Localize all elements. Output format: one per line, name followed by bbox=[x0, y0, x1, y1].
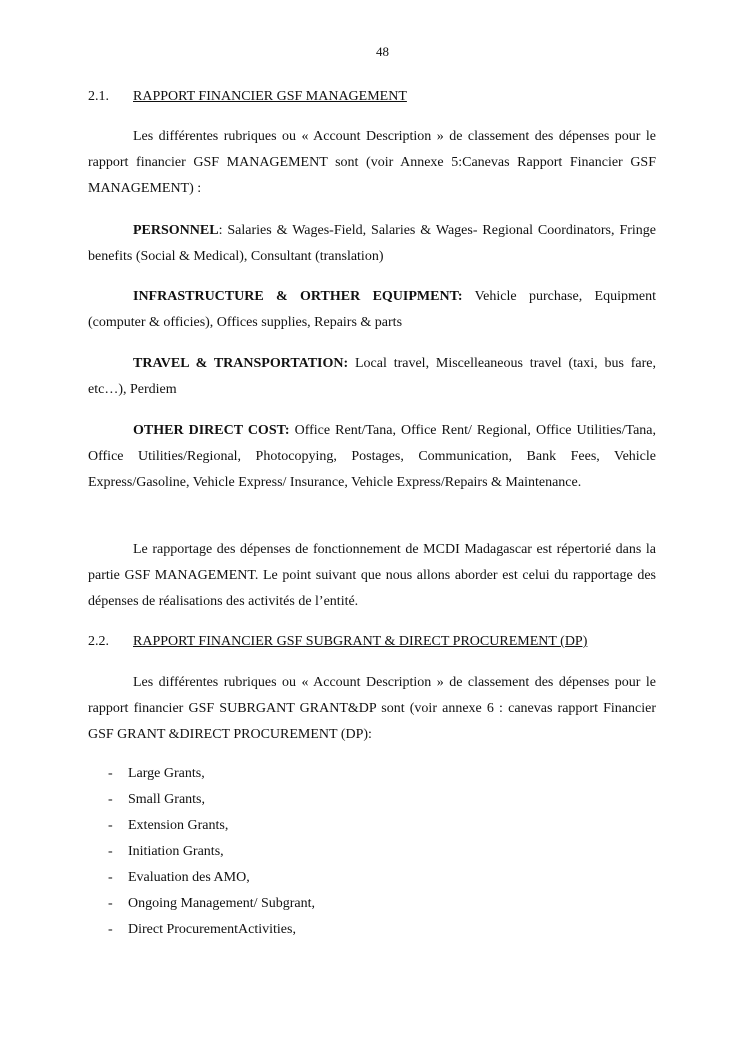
grant-list bbox=[88, 764, 315, 946]
list-item-text: Direct ProcurementActivities, bbox=[128, 922, 296, 937]
section-heading-2-2 bbox=[88, 634, 587, 650]
list-item bbox=[88, 920, 315, 946]
section-2-2-intro: Les différentes rubriques ou « Account Description » de classement des dépenses pour le rapport financier GSF SUBRGANT GRANT&DP sont (voir annexe 6 : canevas rapport Financier GSF GRANT &DIRECT PROCUREMENT (DP): bbox=[88, 675, 656, 742]
list-item bbox=[88, 816, 315, 842]
list-item bbox=[88, 764, 315, 790]
section-number: 2.1. bbox=[88, 89, 109, 104]
personnel-text: : Salaries & Wages-Field, Salaries & Wages- Regional Coordinators, Fringe benefits (Social & Medical), Consultant (translation) bbox=[88, 223, 656, 264]
section-number: 2.2. bbox=[88, 634, 109, 649]
other-direct-cost-text: Office Rent/Tana, Office Rent/ Regional, Office Utilities/Tana, Office Utilities/Regional, Photocopying, Postages, Communication, Bank Fees, Vehicle Express/Gasoline, Vehicle Express/ Insurance, Vehicle Express/Repairs & Maintenance. bbox=[88, 423, 656, 490]
infrastructure-label: INFRASTRUCTURE & ORTHER EQUIPMENT: bbox=[133, 289, 463, 304]
personnel-paragraph bbox=[88, 218, 656, 270]
bullet-dash: - bbox=[108, 870, 113, 885]
list-item-text: Extension Grants, bbox=[128, 818, 229, 833]
section-title: RAPPORT FINANCIER GSF MANAGEMENT bbox=[133, 89, 407, 104]
travel-paragraph bbox=[88, 351, 656, 403]
bullet-dash: - bbox=[108, 766, 113, 781]
personnel-label: PERSONNEL bbox=[133, 223, 219, 238]
travel-text: Local travel, Miscelleaneous travel (taxi, bus fare, etc…), Perdiem bbox=[88, 356, 657, 397]
bullet-dash: - bbox=[108, 922, 113, 937]
bullet-dash: - bbox=[108, 818, 113, 833]
bullet-dash: - bbox=[108, 844, 113, 859]
list-item bbox=[88, 894, 315, 920]
list-item bbox=[88, 790, 315, 816]
page-number: 48 bbox=[376, 44, 389, 59]
section-title: RAPPORT FINANCIER GSF SUBGRANT & DIRECT PROCUREMENT (DP) bbox=[133, 634, 588, 649]
other-direct-cost-label: OTHER DIRECT COST: bbox=[133, 423, 290, 438]
infrastructure-paragraph bbox=[88, 284, 656, 336]
bullet-dash: - bbox=[108, 896, 113, 911]
list-item-text: Small Grants, bbox=[128, 792, 205, 807]
list-item bbox=[88, 868, 315, 894]
section-heading-2-1 bbox=[88, 89, 407, 105]
infrastructure-text: Vehicle purchase, Equipment (computer & officies), Offices supplies, Repairs & parts bbox=[88, 289, 656, 330]
bullet-dash: - bbox=[108, 792, 113, 807]
list-item-text: Ongoing Management/ Subgrant, bbox=[128, 896, 316, 911]
section-2-1-closing: Le rapportage des dépenses de fonctionnement de MCDI Madagascar est répertorié dans la partie GSF MANAGEMENT. Le point suivant que nous allons aborder est celui du rapportage des dépenses de réalisations des activités de l’entité. bbox=[88, 542, 656, 609]
list-item bbox=[88, 842, 315, 868]
other-direct-cost-paragraph bbox=[88, 418, 656, 496]
section-2-1-intro: Les différentes rubriques ou « Account Description » de classement des dépenses pour le rapport financier GSF MANAGEMENT sont (voir Annexe 5:Canevas Rapport Financier GSF MANAGEMENT) : bbox=[88, 129, 656, 196]
list-item-text: Large Grants, bbox=[128, 766, 205, 781]
list-item-text: Initiation Grants, bbox=[128, 844, 224, 859]
list-item-text: Evaluation des AMO, bbox=[128, 870, 250, 885]
travel-label: TRAVEL & TRANSPORTATION: bbox=[133, 356, 349, 371]
